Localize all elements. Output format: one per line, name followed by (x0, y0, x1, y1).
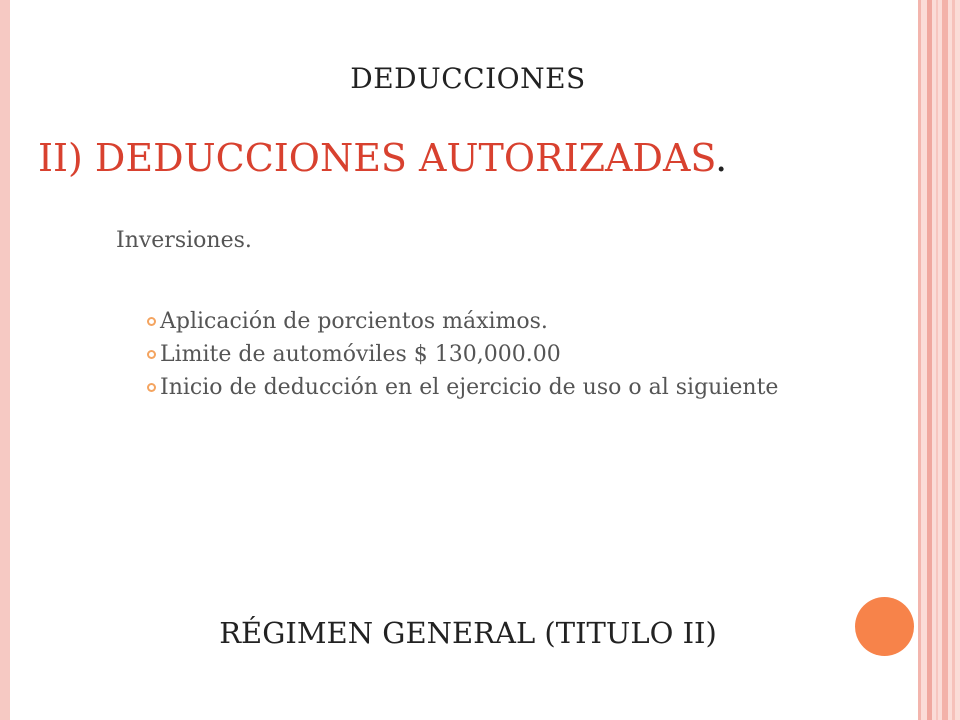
decorative-stripe (927, 0, 932, 720)
bullet-icon (146, 382, 157, 393)
left-border (0, 0, 10, 720)
section-heading-period: . (715, 136, 728, 180)
bullet-list (146, 305, 778, 404)
bullet-text: Aplicación de porcientos máximos. (160, 309, 548, 334)
list-item (146, 338, 778, 371)
section-heading (38, 136, 727, 180)
bullet-icon (146, 349, 157, 360)
decorative-stripe (936, 0, 938, 720)
decorative-stripe (952, 0, 955, 720)
list-item (146, 305, 778, 338)
slide-footer-title: RÉGIMEN GENERAL (TITULO II) (219, 616, 717, 650)
subheading: Inversiones. (116, 228, 252, 253)
decorative-stripe (918, 0, 921, 720)
bullet-text: Inicio de deducción en el ejercicio de uso o al siguiente (160, 375, 779, 400)
bullet-icon (146, 316, 157, 327)
orange-circle-icon (855, 597, 914, 656)
slide-title: DEDUCCIONES (350, 62, 586, 95)
list-item (146, 371, 778, 404)
section-heading-text: II) DEDUCCIONES AUTORIZADAS (38, 136, 716, 180)
bullet-text: Limite de automóviles $ 130,000.00 (160, 342, 561, 367)
decorative-stripe (942, 0, 948, 720)
